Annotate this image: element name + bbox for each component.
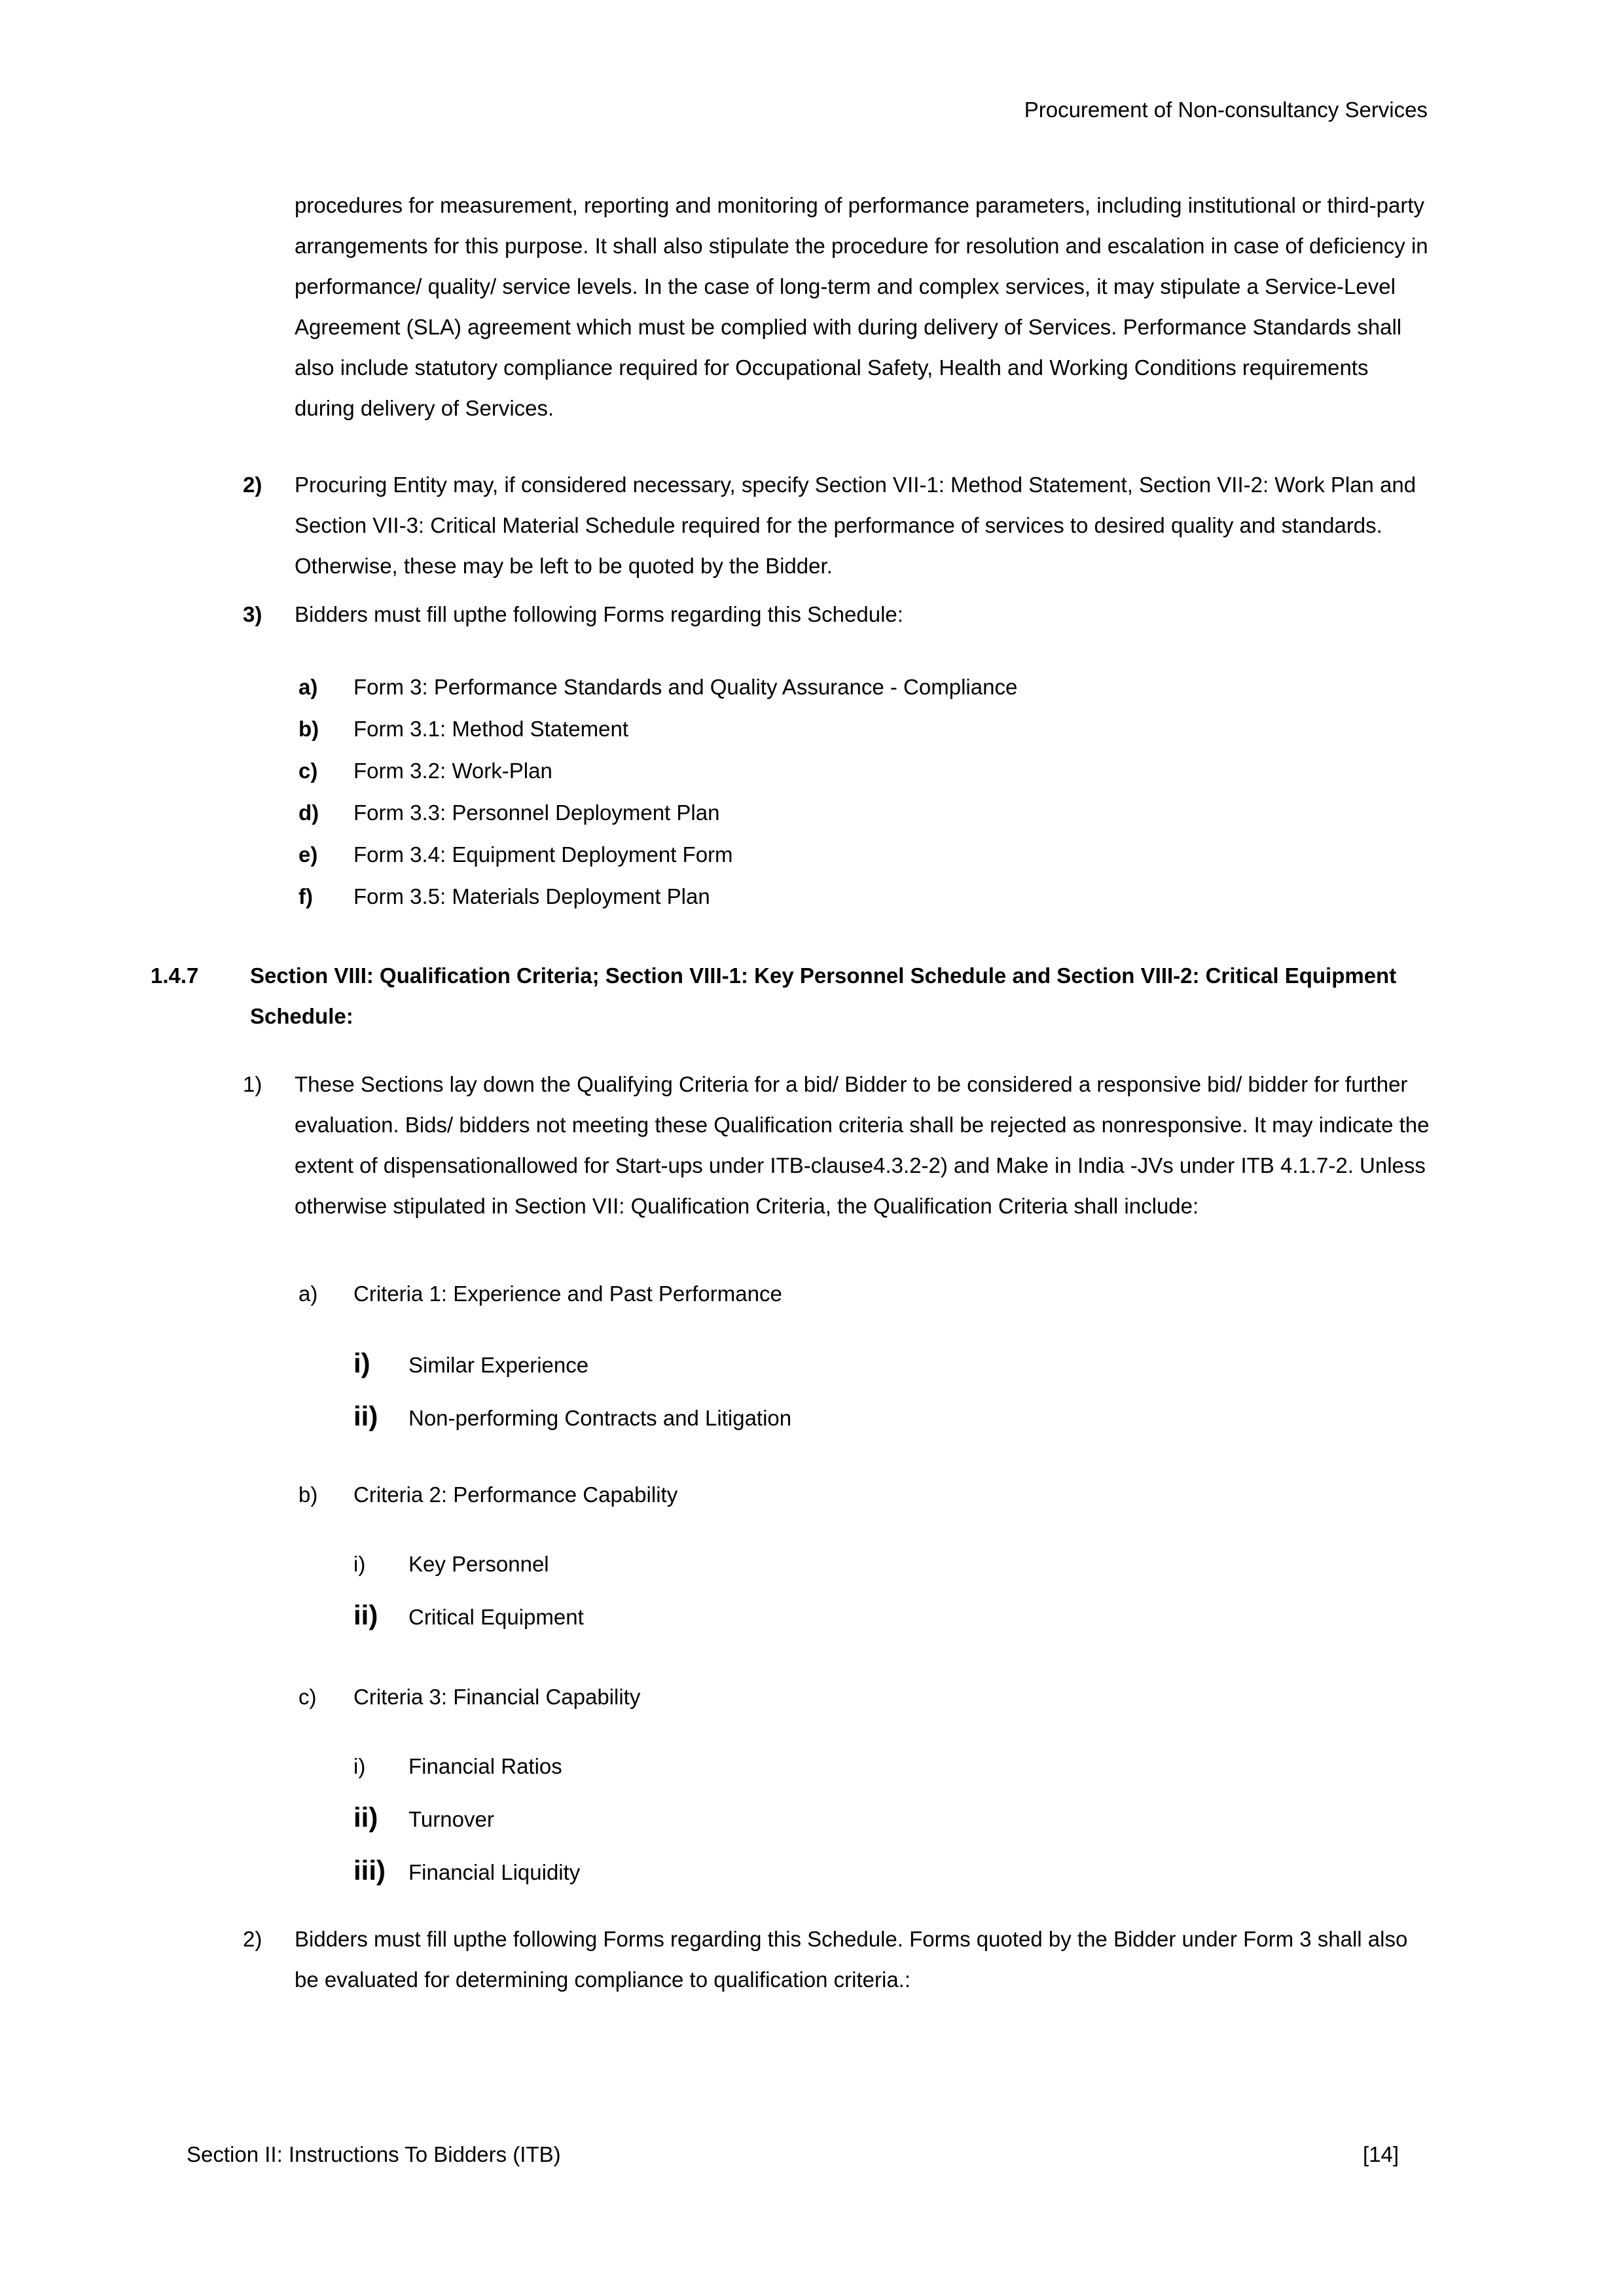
numbered-item-3	[243, 594, 1624, 635]
sub-item-text: Financial Liquidity	[408, 1860, 581, 1884]
numbered-item-2	[243, 465, 1624, 586]
form-item-marker: f)	[298, 884, 313, 908]
form-item-marker: b)	[298, 717, 319, 741]
sub-item-marker: i)	[353, 1348, 370, 1378]
sub-item-marker: ii)	[353, 1401, 378, 1431]
form-item-marker: c)	[298, 759, 318, 783]
criteria-item-a	[298, 1274, 1624, 1314]
form-item-text: Form 3.2: Work-Plan	[353, 759, 552, 783]
list-item	[353, 1343, 1624, 1386]
footer-page-number: [14]	[1362, 2142, 1399, 2166]
forms-list	[0, 666, 1624, 918]
list-item	[353, 1746, 1624, 1787]
sub-item-text: Similar Experience	[408, 1353, 589, 1377]
section-title: Section VIII: Qualification Criteria; Section VIII-1: Key Personnel Schedule and Section VIII-2: Critical Equipment Schedule:	[250, 963, 1397, 1028]
form-item-text: Form 3.5: Materials Deployment Plan	[353, 884, 710, 908]
sub-item-marker: i)	[353, 1552, 366, 1576]
list-item	[298, 666, 1624, 708]
section-heading-1-4-7	[151, 956, 1624, 1037]
list-item	[298, 834, 1624, 876]
item-3-marker: 3)	[243, 602, 262, 626]
form-item-marker: d)	[298, 800, 319, 825]
list-item	[353, 1850, 1624, 1893]
list-item	[353, 1544, 1624, 1585]
numbered-item-2-bottom	[243, 1919, 1624, 2000]
item-2b-text: Bidders must fill upthe following Forms regarding this Schedule. Forms quoted by the Bidder under Form 3 shall also be evaluated for determining compliance to qualification criteria.:	[295, 1927, 1408, 1992]
list-item	[353, 1396, 1624, 1439]
list-item	[353, 1595, 1624, 1638]
form-item-text: Form 3.3: Personnel Deployment Plan	[353, 800, 720, 825]
paragraph-performance-standards: procedures for measurement, reporting and monitoring of performance parameters, including institutional or third-party arrangements for this purpose. It shall also stipulate the procedure for resolution and escalation in case of deficiency in performance/ quality/ service levels. In the case of long-term and complex services, it may stipulate a Service-Level Agreement (SLA) agreement which must be complied with during delivery of Services. Performance Standards shall also include statutory compliance required for Occupational Safety, Health and Working Conditions requirements during delivery of Services.	[295, 193, 1428, 420]
item-1-text: These Sections lay down the Qualifying Criteria for a bid/ Bidder to be considered a responsive bid/ bidder for further evaluation. Bids/ bidders not meeting these Qualification criteria shall be rejected as nonresponsive. It may indicate the extent of dispensationallowed for Start-ups under ITB-clause4.3.2-2) and Make in India -JVs under ITB 4.1.7-2. Unless otherwise stipulated in Section VII: Qualification Criteria, the Qualification Criteria shall include:	[295, 1072, 1430, 1218]
item-3-text: Bidders must fill upthe following Forms regarding this Schedule:	[295, 602, 903, 626]
sub-item-text: Key Personnel	[408, 1552, 549, 1576]
footer-section-label: Section II: Instructions To Bidders (ITB)	[187, 2142, 561, 2166]
section-number: 1.4.7	[151, 963, 199, 988]
criteria-c-marker: c)	[298, 1685, 317, 1709]
form-item-text: Form 3.4: Equipment Deployment Form	[353, 842, 733, 867]
sub-item-text: Turnover	[408, 1807, 494, 1831]
criteria-item-b	[298, 1475, 1624, 1515]
criteria-b-marker: b)	[298, 1482, 318, 1507]
criteria-item-c	[298, 1677, 1624, 1717]
form-item-text: Form 3: Performance Standards and Quality Assurance - Compliance	[353, 675, 1018, 699]
item-2-text: Procuring Entity may, if considered necessary, specify Section VII-1: Method Statement, Section VII-2: Work Plan and Section VII-3: Critical Material Schedule required for the performance of services to desired quality and standards. Otherwise, these may be left to be quoted by the Bidder.	[295, 473, 1416, 578]
page-header: Procurement of Non-consultancy Services	[1024, 98, 1428, 122]
item-2-marker: 2)	[243, 473, 262, 497]
criteria-c-title: Criteria 3: Financial Capability	[353, 1685, 641, 1709]
numbered-item-1	[243, 1064, 1624, 1227]
sub-item-text: Non-performing Contracts and Litigation	[408, 1406, 792, 1430]
list-item	[298, 708, 1624, 750]
criteria-a-marker: a)	[298, 1282, 318, 1306]
item-1-marker: 1)	[243, 1072, 262, 1096]
sub-item-marker: iii)	[353, 1855, 386, 1886]
list-item	[353, 1797, 1624, 1840]
sub-item-text: Critical Equipment	[408, 1605, 584, 1629]
sub-item-marker: i)	[353, 1754, 366, 1778]
item-2b-marker: 2)	[243, 1927, 262, 1951]
sub-item-text: Financial Ratios	[408, 1754, 562, 1778]
list-item	[298, 876, 1624, 918]
criteria-b-title: Criteria 2: Performance Capability	[353, 1482, 678, 1507]
list-item	[298, 792, 1624, 834]
form-item-text: Form 3.1: Method Statement	[353, 717, 629, 741]
criteria-a-title: Criteria 1: Experience and Past Performance	[353, 1282, 782, 1306]
sub-item-marker: ii)	[353, 1802, 378, 1833]
form-item-marker: e)	[298, 842, 318, 867]
form-item-marker: a)	[298, 675, 318, 699]
list-item	[298, 750, 1624, 792]
sub-item-marker: ii)	[353, 1600, 378, 1630]
